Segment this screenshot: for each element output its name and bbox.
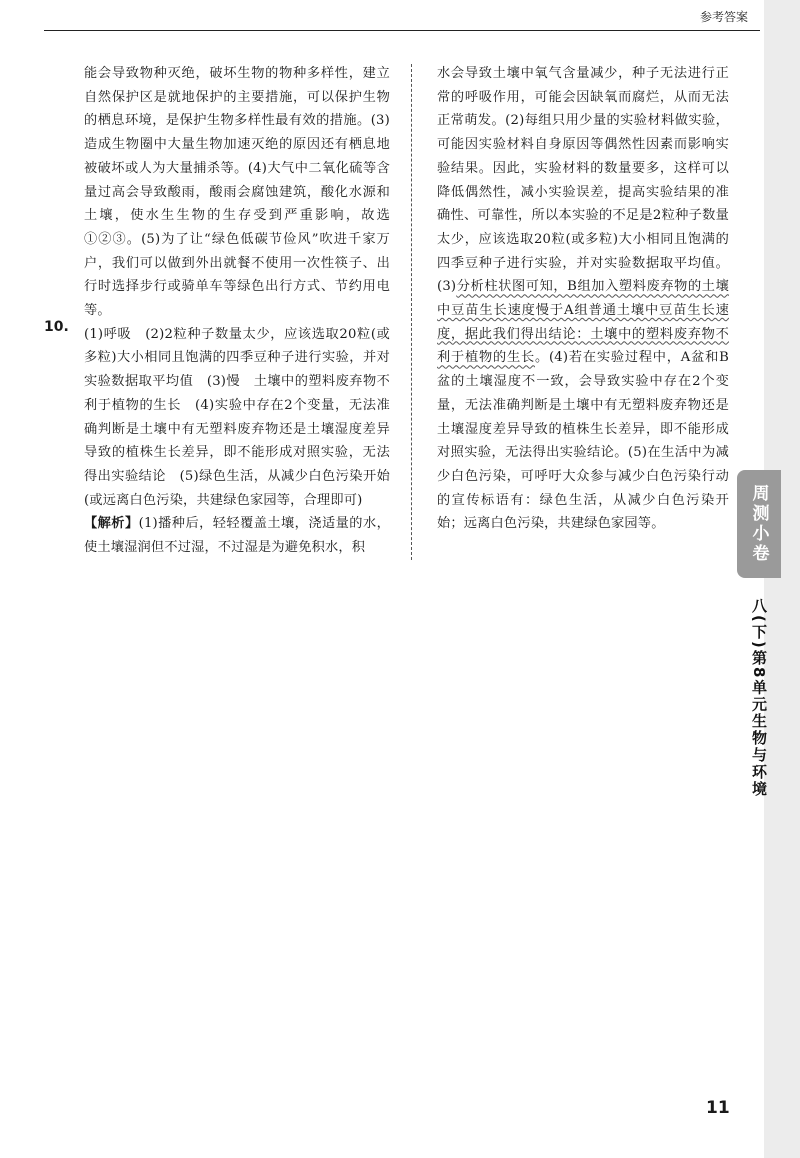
analysis-part-1: 水会导致土壤中氧气含量减少，种子无法进行正常的呼吸作用，可能会因缺氧而腐烂，从而无法正常萌发。(2)每组只用少量的实验材料做实验，可能因实验材料自身原因等偶然性因素而影响实验结果。因此，实验材料的数量要多，这样可以降低偶然性，减小实验误差，提高实验结果的准确性、可靠性，所以本实验的不足是2粒种子数量太少，应该选取20粒(或多粒)大小相同且饱满的四季豆种子进行实验，并对实验数据取平均值。(3)	[437, 66, 729, 295]
right-column	[437, 62, 729, 536]
side-tab-weekly-quiz: 周测小卷	[737, 470, 781, 578]
analysis-label: 【解析】	[84, 516, 139, 532]
analysis-paragraph	[84, 512, 390, 559]
left-column	[84, 62, 390, 560]
page-number: 11	[706, 1098, 730, 1118]
column-divider	[411, 64, 412, 560]
analysis-continuation	[437, 62, 729, 536]
question-10-answer: (1)呼吸 (2)2粒种子数量太少，应该选取20粒(或多粒)大小相同且饱满的四季豆种子进行实验，并对实验数据取平均值 (3)慢 土壤中的塑料废弃物不利于植物的生长 (4)实验中存在2个变量，无法准确判断是土壤中有无塑料废弃物还是土壤湿度差异导致的植株生长差异，即不能形成对照实验，无法得出实验结论 (5)绿色生活，从减少白色污染开始(或远离白色污染，共建绿色家园等，合理即可)	[84, 326, 390, 508]
analysis-text: (1)播种后，轻轻覆盖土壤，浇适量的水，使土壤湿润但不过湿，不过湿是为避免积水，积	[84, 516, 390, 556]
page-edge	[740, 0, 764, 1158]
side-topic: 生物与环境	[750, 713, 768, 799]
analysis-part-2: 。(4)若在实验过程中，A盆和B盆的土壤湿度不一致，会导致实验中存在2个变量，无法准确判断是土壤中有无塑料废弃物还是土壤湿度差异导致的植株生长差异，即不能形成对照实验，无法得出实验结论。(5)在生活中为减少白色污染，可呼吁大众参与减少白色污染行动的宣传标语有：绿色生活，从减少白色污染开始；远离白色污染，共建绿色家园等。	[437, 350, 730, 532]
side-grade: 八(下)	[750, 598, 768, 650]
question-number: 10.	[44, 319, 69, 335]
header-title: 参考答案	[699, 10, 748, 24]
header-divider	[44, 30, 760, 31]
side-unit: 第8单元	[750, 649, 768, 714]
wavy-underlined-conclusion: 分析柱状图可知，B组加入塑料废弃物的土壤中豆苗生长速度慢于A组普通土壤中豆苗生长速度，据此我们得出结论：土壤中的塑料废弃物不利于植物的生长	[437, 279, 729, 366]
previous-answer-continuation: 能会导致物种灭绝，破坏生物的物种多样性，建立自然保护区是就地保护的主要措施，可以保护生物的栖息环境，是保护生物多样性最有效的措施。(3)造成生物圈中大量生物加速灭绝的原因还有栖息地被破坏或人为大量捕杀等。(4)大气中二氧化硫等含量过高会导致酸雨，酸雨会腐蚀建筑，酸化水源和土壤，使水生生物的生存受到严重影响，故选①②③。(5)为了让“绿色低碳节俭风”吹进千家万户，我们可以做到外出就餐不使用一次性筷子、出行时选择步行或骑单车等绿色出行方式、节约用电等。	[84, 66, 390, 319]
side-unit-label	[738, 598, 780, 798]
